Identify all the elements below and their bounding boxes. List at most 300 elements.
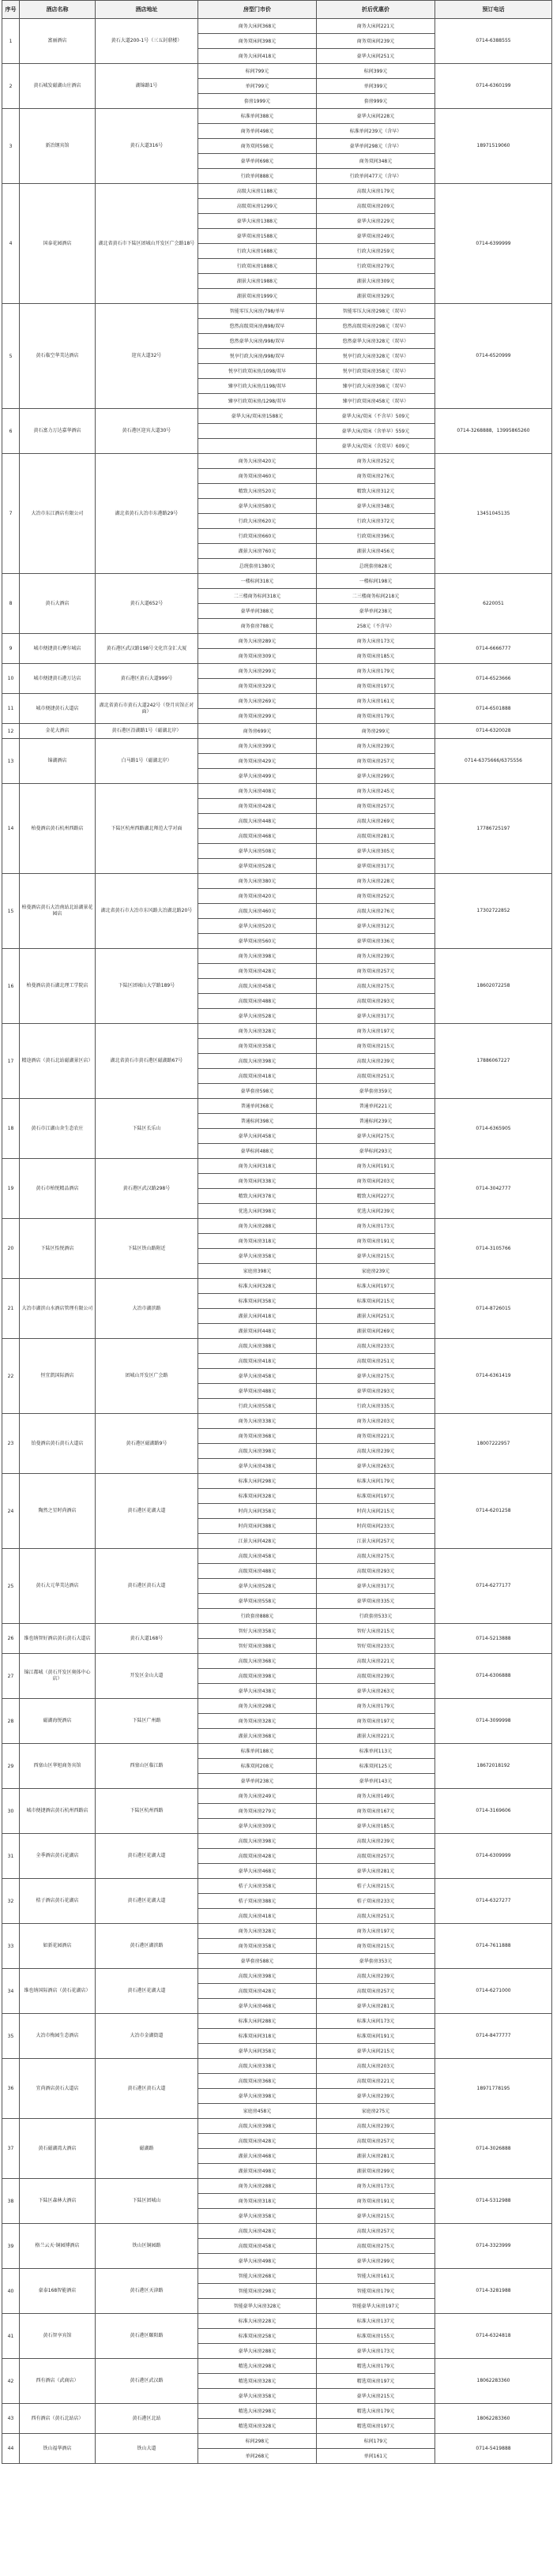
hotel-index-cell: 42 (2, 2359, 20, 2404)
table-row (2, 1219, 552, 1234)
list-price-cell: 商务双床间338元 (198, 1174, 317, 1189)
table-row (2, 1549, 552, 1564)
table-row (2, 2059, 552, 2074)
hotel-address-cell: 下陆区杭州西路湖北师范大学对面 (96, 784, 198, 874)
booking-phone-cell[interactable]: 0714-3268888，13995865260 (435, 409, 552, 454)
booking-phone-cell[interactable]: 0714-5213888 (435, 1624, 552, 1654)
hotel-address-cell: 湖北省黄石市黄石大道242号（登月宾馆正对面） (96, 694, 198, 724)
booking-phone-cell[interactable]: 17302722852 (435, 874, 552, 949)
list-price-cell: 豪华单间238元 (198, 1774, 317, 1789)
table-row (2, 1474, 552, 1489)
hotel-index-cell: 7 (2, 454, 20, 574)
discount-price-cell: 商务大床房197元 (317, 1024, 435, 1039)
discount-price-cell: 时尚大床间215元 (317, 1504, 435, 1519)
booking-phone-cell[interactable]: 0714-6523666 (435, 664, 552, 694)
discount-price-cell: 标间179元 (317, 2434, 435, 2449)
list-price-cell: 商务大床房398元 (198, 949, 317, 964)
hotel-name-cell: 黄石磁湖湾大酒店 (20, 2119, 96, 2179)
hotel-index-cell: 22 (2, 1339, 20, 1414)
discount-price-cell: 单间399元 (317, 79, 435, 94)
table-row (2, 2119, 552, 2134)
list-price-cell: 商务双床房420元 (198, 889, 317, 904)
discount-price-cell: 商务大床房179元 (317, 664, 435, 679)
booking-phone-cell[interactable]: 0714-6201258 (435, 1474, 552, 1549)
list-price-cell: 行政大床房620元 (198, 514, 317, 529)
list-price-cell: 商务大床房328元 (198, 1924, 317, 1939)
discount-price-cell: 豪华大床间228元 (317, 109, 435, 124)
discount-price-cell: 高级大床房239元 (317, 1834, 435, 1849)
discount-price-cell: 商务双床房276元 (317, 469, 435, 484)
hotel-name-cell: 富丽酒店 (20, 19, 96, 64)
booking-phone-cell[interactable]: 17786725197 (435, 784, 552, 874)
list-price-cell: 行政双床房660元 (198, 529, 317, 544)
list-price-cell: 豪华大床房498元 (198, 2254, 317, 2269)
discount-price-cell: 豪华大床房281元 (317, 1999, 435, 2014)
hotel-name-cell: 城市便捷酒店黄石杭州西路店 (20, 1789, 96, 1834)
list-price-cell: 桔子大床房358元 (198, 1879, 317, 1894)
list-price-cell: 湖景双床间448元 (198, 1324, 317, 1339)
booking-phone-cell[interactable]: 0714-3042777 (435, 1159, 552, 1219)
table-row (2, 2224, 552, 2239)
list-price-cell: 高级大床房418元 (198, 1909, 317, 1924)
discount-price-cell: 湖景大床房309元 (317, 274, 435, 289)
booking-phone-cell[interactable]: 6220051 (435, 574, 552, 634)
table-row (2, 634, 552, 649)
discount-price-cell: 精选双床房197元 (317, 2419, 435, 2434)
discount-price-cell: 商务大床房179元 (317, 1699, 435, 1714)
table-row (2, 64, 552, 79)
list-price-cell: 单间268元 (198, 2449, 317, 2464)
discount-price-cell: 商务房299元 (317, 724, 435, 739)
discount-price-cell: 豪华标间293元 (317, 1144, 435, 1159)
discount-price-cell: 行政大床房335元 (317, 1399, 435, 1414)
list-price-cell: 高级大床房448元 (198, 814, 317, 829)
hotel-name-cell: 黄石市江湖山舍生态农庄 (20, 1099, 96, 1159)
hotel-index-cell: 11 (2, 694, 20, 724)
list-price-cell: 高级双床房418元 (198, 1354, 317, 1369)
discount-price-cell: 商务双床房185元 (317, 649, 435, 664)
list-price-cell: 商务大床房420元 (198, 454, 317, 469)
list-price-cell: 商务双床房328元 (198, 1714, 317, 1729)
list-price-cell: 高级大床房458元 (198, 979, 317, 994)
table-row (2, 2014, 552, 2029)
discount-price-cell: 高级双床房281元 (317, 829, 435, 844)
hotel-address-cell: 黄石大道316号 (96, 109, 198, 184)
discount-price-cell: 一楼标间198元 (317, 574, 435, 589)
discount-price-cell: 豪华双床房249元 (317, 229, 435, 244)
booking-phone-cell[interactable]: 0714-3323999 (435, 2224, 552, 2269)
list-price-cell: 商务双床房429元 (198, 754, 317, 769)
list-price-cell: 豪华大床房309元 (198, 1819, 317, 1834)
discount-price-cell: 商务双床房252元 (317, 889, 435, 904)
list-price-cell: 高级双床房368元 (198, 2074, 317, 2089)
table-row (2, 1654, 552, 1669)
list-price-cell: 标准双床间358元 (198, 1294, 317, 1309)
list-price-cell: 精致大床房520元 (198, 484, 317, 499)
hotel-index-cell: 10 (2, 664, 20, 694)
list-price-cell: 江景大床间428元 (198, 1534, 317, 1549)
list-price-cell: 行政单间888元 (198, 169, 317, 184)
list-price-cell: 家庭房458元 (198, 2104, 317, 2119)
table-row (2, 2359, 552, 2374)
list-price-cell: 湖景大床房368元 (198, 1729, 317, 1744)
list-price-cell: 精选大床房298元 (198, 2404, 317, 2419)
list-price-cell: 智好大床房358元 (198, 1624, 317, 1639)
table-header-row (2, 1, 552, 19)
list-price-cell: 湖景大床房468元 (198, 2149, 317, 2164)
list-price-cell: 高级大床房368元 (198, 1654, 317, 1669)
discount-price-cell: 悦享行政双床房358元（双早） (317, 364, 435, 379)
booking-phone-cell[interactable]: 13451045135 (435, 454, 552, 574)
booking-phone-cell[interactable]: 0714-6277177 (435, 1549, 552, 1624)
list-price-cell: 高级双床房458元 (198, 2239, 317, 2254)
hotel-address-cell: 下陆区团城山 (96, 2179, 198, 2224)
discount-price-cell: 高级双床房251元 (317, 1069, 435, 1084)
discount-price-cell: 商务大床房161元 (317, 694, 435, 709)
hotel-address-cell: 黄石港区颐阳路 (96, 2314, 198, 2359)
discount-price-cell: 高级双床房257元 (317, 1984, 435, 1999)
list-price-cell: 湖景双床房1999元 (198, 289, 317, 304)
table-row (2, 574, 552, 589)
hotel-address-cell: 黄石港区天津路 (96, 2269, 198, 2314)
list-price-cell: 商务大床房299元 (198, 664, 317, 679)
list-price-cell: 套房1999元 (198, 94, 317, 109)
booking-phone-cell[interactable]: 18602072258 (435, 949, 552, 1024)
discount-price-cell: 高级大床房276元 (317, 904, 435, 919)
booking-phone-cell[interactable]: 0714-6365905 (435, 1099, 552, 1159)
hotel-name-cell: 黄石市柏悦精品酒店 (20, 1159, 96, 1219)
booking-phone-cell[interactable]: 18007222957 (435, 1414, 552, 1474)
hotel-address-cell: 黄石港区迎宾大道30号 (96, 409, 198, 454)
discount-price-cell: 高级大床房233元 (317, 1339, 435, 1354)
discount-price-cell: 行政大床房372元 (317, 514, 435, 529)
hotel-name-cell: 磁湖海悦酒店 (20, 1699, 96, 1744)
discount-price-cell: 商务大床房173元 (317, 2179, 435, 2194)
discount-price-cell: 高级大床房257元 (317, 2224, 435, 2239)
hotel-address-cell: 黄石港区武汉路298号 (96, 1159, 198, 1219)
hotel-name-cell: 西塞山区华旭商务宾馆 (20, 1744, 96, 1789)
hotel-index-cell: 28 (2, 1699, 20, 1744)
booking-phone-cell[interactable]: 0714-6388555 (435, 19, 552, 64)
discount-price-cell: 高级大床房239元 (317, 1969, 435, 1984)
discount-price-cell: 豪华大床房275元 (317, 1369, 435, 1384)
booking-phone-cell[interactable]: 0714-6361419 (435, 1339, 552, 1414)
hotel-name-cell: 黄石城发磁湖山庄酒店 (20, 64, 96, 109)
list-price-cell: 悦享行政大床房/998/双早 (198, 349, 317, 364)
booking-phone-cell[interactable]: 0714-3099998 (435, 1699, 552, 1744)
booking-phone-cell[interactable]: 0714-6309999 (435, 1834, 552, 1879)
discount-price-cell: 悦享行政大床房328元（双早） (317, 349, 435, 364)
discount-price-cell: 湖景双床房299元 (317, 2164, 435, 2179)
discount-price-cell: 高级双床房221元 (317, 2074, 435, 2089)
discount-price-cell: 江景大床间257元 (317, 1534, 435, 1549)
hotel-name-cell: 铂曼酒店黄石黄石大道店 (20, 1414, 96, 1474)
discount-price-cell: 家庭房239元 (317, 1264, 435, 1279)
list-price-cell: 豪华大床房468元 (198, 1999, 317, 2014)
discount-price-cell: 商务大床间191元 (317, 1159, 435, 1174)
hotel-index-cell: 38 (2, 2179, 20, 2224)
discount-price-cell: 桔子大床房215元 (317, 1879, 435, 1894)
table-row (2, 304, 552, 319)
discount-price-cell: 高级双床房209元 (317, 199, 435, 214)
discount-price-cell: 标准单间239元（含早） (317, 124, 435, 139)
header-hotel-name: 酒店名称 (20, 1, 96, 19)
booking-phone-cell[interactable]: 0714-6375666/6375556 (435, 739, 552, 784)
booking-phone-cell[interactable]: 0714-8477777 (435, 2014, 552, 2059)
discount-price-cell: 高级双床房293元 (317, 1564, 435, 1579)
discount-price-cell: 精致大床房312元 (317, 484, 435, 499)
table-row (2, 1879, 552, 1894)
hotel-name-cell: 豪泰168智能酒店 (20, 2269, 96, 2314)
discount-price-cell: 臻享行政大床房398元（双早） (317, 379, 435, 394)
hotel-index-cell: 21 (2, 1279, 20, 1339)
hotel-name-cell: 恒宜凯国际酒店 (20, 1339, 96, 1414)
list-price-cell: 豪华大床房358元 (198, 1249, 317, 1264)
discount-price-cell: 标准双床间197元 (317, 1489, 435, 1504)
list-price-cell: 高级大床房338元 (198, 2059, 317, 2074)
discount-price-cell: 豪华大床间251元 (317, 49, 435, 64)
discount-price-cell: 行政大床房259元 (317, 244, 435, 259)
booking-phone-cell[interactable]: 0714-6399999 (435, 184, 552, 304)
list-price-cell: 豪华大床房358元 (198, 2209, 317, 2224)
discount-price-cell: 商务大床房239元 (317, 949, 435, 964)
hotel-index-cell: 6 (2, 409, 20, 454)
booking-phone-cell[interactable]: 0714-8726015 (435, 1279, 552, 1339)
list-price-cell: 商务双床房460元 (198, 469, 317, 484)
discount-price-cell: 智能零压大床房298元（双早） (317, 304, 435, 319)
booking-phone-cell[interactable]: 0714-3169606 (435, 1789, 552, 1834)
hotel-index-cell: 41 (2, 2314, 20, 2359)
hotel-name-cell: 城市便捷黄石摩尔城店 (20, 634, 96, 664)
list-price-cell: 家庭房398元 (198, 1264, 317, 1279)
discount-price-cell: 商务大床房245元 (317, 784, 435, 799)
discount-price-cell: 悠然豪华大床房328元（双早） (317, 334, 435, 349)
discount-price-cell: 豪华大床房229元 (317, 214, 435, 229)
table-row (2, 184, 552, 199)
list-price-cell: 标准双间208元 (198, 1759, 317, 1774)
booking-phone-cell[interactable]: 0714-6324818 (435, 2314, 552, 2359)
booking-phone-cell[interactable]: 0714-3026888 (435, 2119, 552, 2179)
list-price-cell: 高级大床房388元 (198, 1339, 317, 1354)
discount-price-cell: 高级大床房275元 (317, 979, 435, 994)
discount-price-cell: 智能双床房179元 (317, 2284, 435, 2299)
discount-price-cell: 总统套房828元 (317, 559, 435, 574)
booking-phone-cell[interactable]: 18971519060 (435, 109, 552, 184)
discount-price-cell: 高级大床房251元 (317, 1909, 435, 1924)
discount-price-cell: 行政套房533元 (317, 1609, 435, 1624)
table-row (2, 1699, 552, 1714)
hotel-address-cell: 磁湖路 (96, 2119, 198, 2179)
list-price-cell: 豪华大床房468元 (198, 1864, 317, 1879)
list-price-cell: 豪华大床房438元 (198, 1459, 317, 1474)
discount-price-cell: 商务双床房257元 (317, 964, 435, 979)
hotel-address-cell: 黄石港区花湖大道 (96, 1474, 198, 1549)
discount-price-cell: 豪华双床房336元 (317, 934, 435, 949)
hotel-address-cell: 下陆区长乐山 (96, 1099, 198, 1159)
discount-price-cell: 行政单间477元（含早） (317, 169, 435, 184)
list-price-cell: 高级大床房398元 (198, 1054, 317, 1069)
hotel-name-cell: 大冶市梅园生态酒店 (20, 2014, 96, 2059)
discount-price-cell: 豪华大床房281元 (317, 1864, 435, 1879)
discount-price-cell: 豪华大床房173元 (317, 2344, 435, 2359)
list-price-cell: 豪华大床房398元 (198, 2089, 317, 2104)
booking-phone-cell[interactable]: 0714-7611888 (435, 1924, 552, 1969)
table-row (2, 2434, 552, 2449)
list-price-cell: 标准双床间318元 (198, 2029, 317, 2044)
hotel-address-cell: 黄石港区花湖大道 (96, 1969, 198, 2014)
discount-price-cell: 高级双床房293元 (317, 994, 435, 1009)
list-price-cell: 标准大床间288元 (198, 2014, 317, 2029)
booking-phone-cell[interactable]: 18971778195 (435, 2059, 552, 2119)
booking-phone-cell[interactable]: 0714-6666777 (435, 634, 552, 664)
booking-phone-cell[interactable]: 0714-6271000 (435, 1969, 552, 2014)
discount-price-cell: 商务双床房179元 (317, 709, 435, 724)
discount-price-cell: 高级大床房275元 (317, 1549, 435, 1564)
table-row (2, 409, 552, 424)
hotel-index-cell: 27 (2, 1654, 20, 1699)
list-price-cell: 商务大床间368元 (198, 19, 317, 34)
discount-price-cell: 智好大床房215元 (317, 1624, 435, 1639)
discount-price-cell: 商务双床房191元 (317, 2194, 435, 2209)
discount-price-cell: 高级大床房239元 (317, 2119, 435, 2134)
list-price-cell: 优选大床间398元 (198, 1204, 317, 1219)
list-price-cell: 高级大床房1188元 (198, 184, 317, 199)
list-price-cell: 商务双床间398元 (198, 34, 317, 49)
table-row (2, 694, 552, 709)
list-price-cell: 高级双床房418元 (198, 1069, 317, 1084)
list-price-cell: 商务单间498元 (198, 124, 317, 139)
hotel-address-cell: 黄石港区湖滨路 (96, 1924, 198, 1969)
discount-price-cell: 豪华大床间275元 (317, 1129, 435, 1144)
list-price-cell: 商务双间598元 (198, 139, 317, 154)
hotel-address-cell: 下陆区团城山大学路189号 (96, 949, 198, 1024)
list-price-cell: 商务双床房329元 (198, 679, 317, 694)
list-price-cell: 商务大床间418元 (198, 49, 317, 64)
list-price-cell: 豪华大床房438元 (198, 1684, 317, 1699)
hotel-name-cell: 如新花园酒店 (20, 1924, 96, 1969)
list-price-cell: 豪华大床间458元 (198, 1129, 317, 1144)
hotel-address-cell: 湖锦路1号 (96, 64, 198, 109)
hotel-address-cell: 黄石港区黄石大道 (96, 1549, 198, 1624)
discount-price-cell: 标准双床房155元 (317, 2329, 435, 2344)
hotel-address-cell: 下陆区杭州西路 (96, 1789, 198, 1834)
hotel-index-cell: 40 (2, 2269, 20, 2314)
hotel-name-cell: 下陆区怡悦酒店 (20, 1219, 96, 1279)
list-price-cell: 商务房699元 (198, 724, 317, 739)
booking-phone-cell[interactable]: 0714-5419888 (435, 2434, 552, 2464)
table-row (2, 1279, 552, 1294)
list-price-cell: 湖景大床间418元 (198, 1309, 317, 1324)
list-price-cell: 高级双床房398元 (198, 1669, 317, 1684)
hotel-address-cell: 湖北省黄石大冶市东港路29号 (96, 454, 198, 574)
list-price-cell (198, 424, 317, 439)
discount-price-cell: 豪华大床/双床（含双早）609元 (317, 439, 435, 454)
booking-phone-cell[interactable]: 0714-6501888 (435, 694, 552, 724)
discount-price-cell: 高级大床房269元 (317, 814, 435, 829)
list-price-cell: 豪华大床房528元 (198, 1579, 317, 1594)
discount-price-cell: 豪华大床房215元 (317, 2209, 435, 2224)
booking-phone-cell[interactable]: 17886067227 (435, 1024, 552, 1099)
hotel-name-cell: 陶然之星时尚酒店 (20, 1474, 96, 1549)
hotel-index-cell: 3 (2, 109, 20, 184)
table-row (2, 1099, 552, 1114)
booking-phone-cell[interactable]: 0714-5312988 (435, 2179, 552, 2224)
discount-price-cell: 商务双床房197元 (317, 1714, 435, 1729)
discount-price-cell: 悠然高级双床房298元（双早） (317, 319, 435, 334)
header-index: 序号 (2, 1, 20, 19)
list-price-cell: 高级双床房428元 (198, 2134, 317, 2149)
hotel-address-cell: 黄石港区花湖大道 (96, 1834, 198, 1879)
list-price-cell: 精选双床房328元 (198, 2419, 317, 2434)
list-price-cell: 高级双床房428元 (198, 1984, 317, 1999)
booking-phone-cell[interactable]: 0714-6320028 (435, 724, 552, 739)
hotel-address-cell: 团城山开发区广会路 (96, 1339, 198, 1414)
table-row (2, 1414, 552, 1429)
list-price-cell: 商务双床房318元 (198, 1234, 317, 1249)
hotel-address-cell: 铁山大道 (96, 2434, 198, 2464)
list-price-cell: 湖景大床房760元 (198, 544, 317, 559)
list-price-cell: 豪华双床房558元 (198, 1594, 317, 1609)
discount-price-cell: 商务大床房173元 (317, 634, 435, 649)
list-price-cell: 时尚双床间388元 (198, 1519, 317, 1534)
hotel-address-cell: 黄石港区北站 (96, 2404, 198, 2434)
booking-phone-cell[interactable]: 0714-6360199 (435, 64, 552, 109)
header-hotel-address: 酒店地址 (96, 1, 198, 19)
discount-price-cell: 二三楼商务标间218元 (317, 589, 435, 604)
booking-phone-cell[interactable]: 0714-6520999 (435, 304, 552, 409)
booking-phone-cell[interactable]: 18672018192 (435, 1744, 552, 1789)
list-price-cell: 商务双床房428元 (198, 964, 317, 979)
hotel-name-cell: 格兰云天·铜园博酒店 (20, 2224, 96, 2269)
discount-price-cell: 豪华大床房215元 (317, 1249, 435, 1264)
booking-phone-cell[interactable]: 0714-6306888 (435, 1654, 552, 1699)
discount-price-cell: 258元（不含早） (317, 619, 435, 634)
list-price-cell: 高级大床房398元 (198, 1444, 317, 1459)
list-price-cell: 智能零压大床房/798/单早 (198, 304, 317, 319)
list-price-cell (198, 439, 317, 454)
booking-phone-cell[interactable]: 0714-3281988 (435, 2269, 552, 2314)
discount-price-cell: 豪华大床房263元 (317, 1459, 435, 1474)
discount-price-cell: 商务双床房167元 (317, 1804, 435, 1819)
booking-phone-cell[interactable]: 18062283360 (435, 2359, 552, 2404)
discount-price-cell: 普通标间239元 (317, 1114, 435, 1129)
discount-price-cell: 商务双床房257元 (317, 754, 435, 769)
discount-price-cell: 智能豪华大床房197元 (317, 2299, 435, 2314)
hotel-index-cell: 17 (2, 1024, 20, 1099)
list-price-cell: 高级大床房460元 (198, 904, 317, 919)
hotel-name-cell: 金花大酒店 (20, 724, 96, 739)
hotel-index-cell: 33 (2, 1924, 20, 1969)
table-row (2, 724, 552, 739)
hotel-name-cell: 桔子酒店黄石花湖店 (20, 1879, 96, 1924)
booking-phone-cell[interactable]: 18062283360 (435, 2404, 552, 2434)
booking-phone-cell[interactable]: 0714-3105766 (435, 1219, 552, 1279)
hotel-index-cell: 31 (2, 1834, 20, 1879)
discount-price-cell: 商务双床房215元 (317, 1039, 435, 1054)
list-price-cell: 一楼标间318元 (198, 574, 317, 589)
table-row (2, 1024, 552, 1039)
list-price-cell: 标准单间188元 (198, 1744, 317, 1759)
hotel-address-cell: 迎宾大道32号 (96, 304, 198, 409)
hotel-index-cell: 4 (2, 184, 20, 304)
list-price-cell: 高级双床房488元 (198, 994, 317, 1009)
discount-price-cell: 豪华大床房317元 (317, 1009, 435, 1024)
hotel-name-cell: 西有酒店（武商店） (20, 2359, 96, 2404)
discount-price-cell: 高级双床房257元 (317, 2134, 435, 2149)
list-price-cell: 普通标间398元 (198, 1114, 317, 1129)
list-price-cell: 商务双床房309元 (198, 649, 317, 664)
booking-phone-cell[interactable]: 0714-6327277 (435, 1879, 552, 1924)
